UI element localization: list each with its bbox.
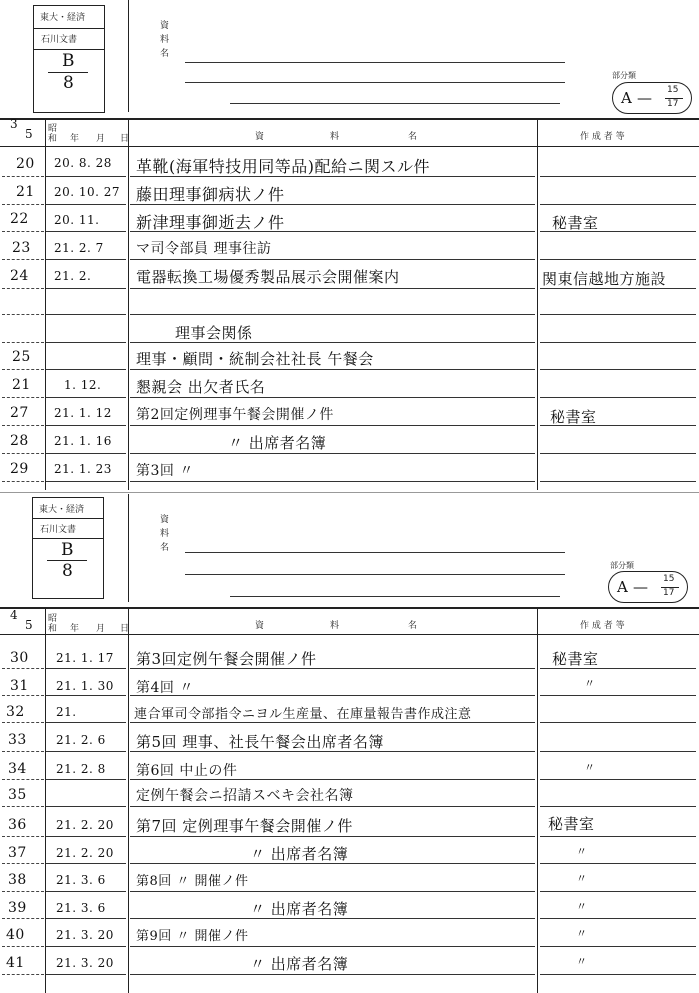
row-no: 39 bbox=[8, 900, 27, 916]
header-title-2: 料 bbox=[330, 132, 340, 142]
row-date: 21. 3. 6 bbox=[56, 873, 106, 887]
header-col-day: 日 bbox=[120, 134, 130, 144]
row-date: 21. 2. 6 bbox=[56, 733, 106, 747]
stamp-number: 8 bbox=[63, 73, 75, 93]
row-date: 21. 2. bbox=[54, 269, 92, 283]
row-title: 第6回 中止の件 bbox=[136, 763, 238, 779]
badge-frac-bottom: 17 bbox=[667, 99, 679, 109]
row-creator: 〃 bbox=[576, 872, 588, 885]
row-no: 27 bbox=[10, 405, 29, 421]
row-title: 〃 出席者名簿 bbox=[250, 900, 349, 918]
header-col-year: 年 bbox=[70, 134, 80, 144]
row-title: 懇親会 出欠者氏名 bbox=[136, 378, 266, 396]
classification-label: 部分類 bbox=[610, 561, 634, 570]
row-date: 21. 3. 6 bbox=[56, 901, 106, 915]
badge-prefix: A bbox=[617, 578, 629, 596]
header-era: 昭 bbox=[48, 124, 58, 134]
stamp-line-1: 東大・経済 bbox=[40, 13, 86, 23]
row-no: 32 bbox=[6, 704, 25, 720]
row-no: 25 bbox=[12, 349, 31, 365]
header-col-wa: 和 bbox=[48, 134, 58, 144]
archive-stamp bbox=[33, 5, 105, 113]
classification-badge bbox=[612, 82, 692, 114]
stamp-letter: B bbox=[62, 51, 75, 71]
stamp-number: 8 bbox=[62, 561, 74, 581]
row-no: 36 bbox=[8, 817, 27, 833]
row-date: 21. 1. 30 bbox=[56, 679, 114, 693]
doc-name-label-1: 資 bbox=[160, 21, 170, 31]
row-title: 〃 出席者名簿 bbox=[250, 955, 349, 973]
row-title: 第9回 〃 開催ノ件 bbox=[136, 929, 249, 944]
row-title: マ司令部員 理事往訪 bbox=[136, 241, 272, 257]
row-date: 21. 1. 16 bbox=[54, 434, 112, 448]
row-creator: 〃 bbox=[584, 677, 596, 690]
row-title: 第7回 定例理事午餐会開催ノ件 bbox=[136, 817, 353, 835]
header-era: 昭 bbox=[48, 614, 58, 624]
header-title-3: 名 bbox=[408, 132, 418, 142]
doc-name-label-2: 料 bbox=[160, 35, 170, 45]
row-date: 21. 2. 20 bbox=[56, 846, 114, 860]
row-date: 21. 1. 12 bbox=[54, 406, 112, 420]
row-no: 35 bbox=[8, 787, 27, 803]
header-creator: 作 成 者 等 bbox=[580, 621, 625, 631]
row-no: 23 bbox=[12, 240, 31, 256]
page-marker-bottom: 5 bbox=[25, 618, 34, 632]
row-creator: 秘書室 bbox=[552, 214, 599, 232]
row-title: 〃 出席者名簿 bbox=[250, 845, 349, 863]
row-no: 28 bbox=[10, 433, 29, 449]
row-title: 電器転換工場優秀製品展示会開催案内 bbox=[136, 268, 400, 286]
row-no: 33 bbox=[8, 732, 27, 748]
row-title: 革靴(海軍特技用同等品)配給ニ関スル件 bbox=[136, 157, 430, 176]
row-no: 29 bbox=[10, 461, 29, 477]
badge-frac-top: 15 bbox=[667, 85, 679, 95]
stamp-line-2: 石川文書 bbox=[40, 525, 77, 535]
row-no: 37 bbox=[8, 845, 27, 861]
row-date: 21. 1. 17 bbox=[56, 651, 114, 665]
badge-dash: — bbox=[637, 89, 653, 107]
page-marker-top: 3 bbox=[10, 117, 19, 131]
row-no: 22 bbox=[10, 211, 29, 227]
header-col-month: 月 bbox=[96, 134, 106, 144]
row-date: 21. 1. 23 bbox=[54, 462, 112, 476]
row-title: 〃 出席者名簿 bbox=[228, 434, 327, 452]
row-title: 理事・顧問・統制会社社長 午餐会 bbox=[136, 350, 374, 368]
row-title: 第4回 〃 bbox=[136, 680, 194, 696]
row-date: 20. 8. 28 bbox=[54, 156, 112, 170]
row-creator: 〃 bbox=[576, 955, 588, 968]
stamp-line-1: 東大・経済 bbox=[39, 505, 85, 515]
row-no: 21 bbox=[16, 184, 35, 200]
badge-dash: — bbox=[633, 578, 649, 596]
row-no: 30 bbox=[10, 650, 29, 666]
row-title: 第3回定例午餐会開催ノ件 bbox=[136, 650, 317, 668]
row-title: 理事会関係 bbox=[175, 324, 253, 342]
row-date: 21. 2. 8 bbox=[56, 762, 106, 776]
badge-frac-top: 15 bbox=[663, 574, 675, 584]
row-date: 21. bbox=[56, 705, 77, 719]
page-marker-top: 4 bbox=[10, 608, 19, 622]
row-creator: 秘書室 bbox=[550, 408, 597, 426]
row-creator: 関東信越地方施設 bbox=[542, 270, 667, 288]
row-title: 藤田理事御病状ノ件 bbox=[136, 185, 285, 204]
row-date: 21. 3. 20 bbox=[56, 928, 114, 942]
row-date: 21. 2. 7 bbox=[54, 241, 104, 255]
badge-frac-bottom: 17 bbox=[663, 588, 675, 598]
header-creator: 作 成 者 等 bbox=[580, 132, 625, 142]
doc-name-label-3: 名 bbox=[160, 49, 170, 59]
row-no: 24 bbox=[10, 268, 29, 284]
row-title: 第5回 理事、社長午餐会出席者名簿 bbox=[136, 733, 384, 751]
stamp-letter: B bbox=[61, 540, 74, 560]
row-title: 定例午餐会ニ招請スベキ会社名簿 bbox=[136, 788, 354, 804]
row-date: 20. 10. 27 bbox=[54, 185, 121, 199]
header-title-1: 資 bbox=[255, 621, 265, 631]
row-no: 31 bbox=[10, 678, 29, 694]
page-marker-bottom: 5 bbox=[25, 127, 34, 141]
header-col-wa: 和 bbox=[48, 624, 58, 634]
row-creator: 〃 bbox=[576, 927, 588, 940]
row-creator: 〃 bbox=[576, 900, 588, 913]
row-date: 21. 2. 20 bbox=[56, 818, 114, 832]
row-date: 20. 11. bbox=[54, 213, 100, 227]
header-title-2: 料 bbox=[330, 621, 340, 631]
row-no: 40 bbox=[6, 927, 25, 943]
header-title-3: 名 bbox=[408, 621, 418, 631]
archive-stamp bbox=[32, 497, 104, 599]
stamp-line-2: 石川文書 bbox=[41, 35, 78, 45]
row-date: 21. 3. 20 bbox=[56, 956, 114, 970]
row-no: 41 bbox=[6, 955, 25, 971]
doc-name-label-3: 名 bbox=[160, 543, 170, 553]
row-title: 連合軍司令部指令ニヨル生産量、在庫量報告書作成注意 bbox=[134, 707, 472, 722]
classification-label: 部分類 bbox=[612, 71, 636, 80]
row-title: 第2回定例理事午餐会開催ノ件 bbox=[136, 407, 334, 423]
row-title: 第8回 〃 開催ノ件 bbox=[136, 874, 249, 889]
classification-badge bbox=[608, 571, 688, 603]
row-creator: 〃 bbox=[584, 761, 596, 774]
header-title-1: 資 bbox=[255, 132, 265, 142]
badge-prefix: A bbox=[621, 89, 633, 107]
row-creator: 〃 bbox=[576, 845, 588, 858]
doc-name-label-1: 資 bbox=[160, 515, 170, 525]
header-col-year: 年 bbox=[70, 624, 80, 634]
row-no: 34 bbox=[8, 761, 27, 777]
row-date: 1. 12. bbox=[64, 378, 102, 392]
row-title: 第3回 〃 bbox=[136, 463, 194, 479]
row-no: 38 bbox=[8, 872, 27, 888]
header-col-day: 日 bbox=[120, 624, 130, 634]
row-no: 20 bbox=[16, 156, 35, 172]
header-col-month: 月 bbox=[96, 624, 106, 634]
row-creator: 秘書室 bbox=[552, 650, 599, 668]
row-no: 21 bbox=[12, 377, 31, 393]
doc-name-label-2: 料 bbox=[160, 529, 170, 539]
row-creator: 秘書室 bbox=[548, 815, 595, 833]
row-title: 新津理事御逝去ノ件 bbox=[136, 213, 285, 232]
